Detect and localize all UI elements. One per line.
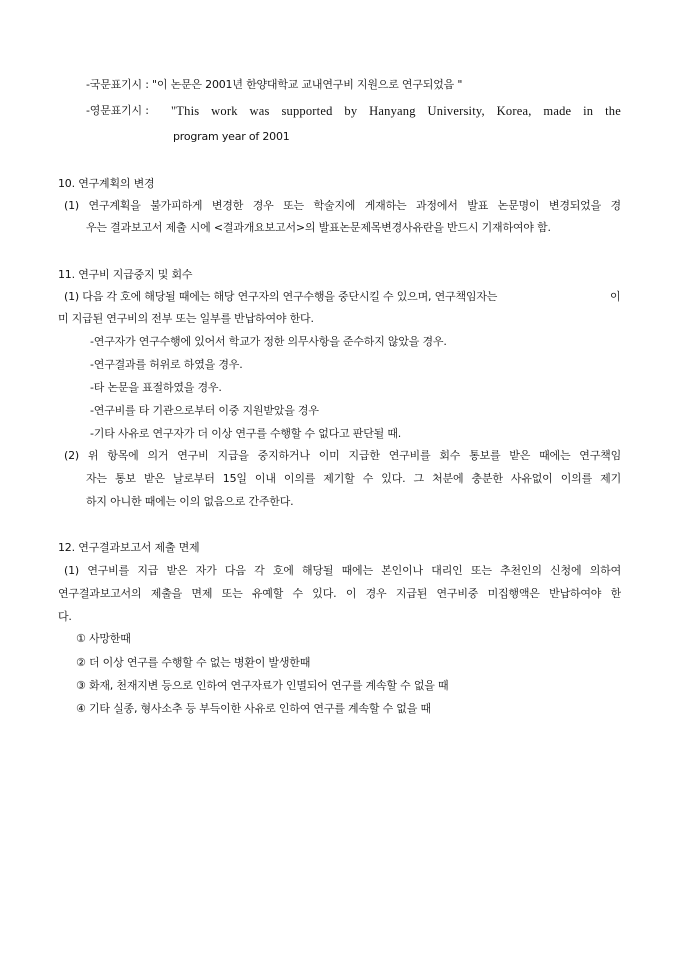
- english-acknowledgement-line1: "This work was supported by Hanyang University, Korea, made in the: [171, 104, 621, 118]
- section-10-heading: 10. 연구계획의 변경: [58, 177, 155, 190]
- english-acknowledgement-label: -영문표기시 :: [86, 104, 149, 117]
- english-acknowledgement-line2: program year of 2001: [173, 130, 290, 143]
- section-12-heading: 12. 연구결과보고서 제출 면제: [58, 541, 200, 554]
- section-11-item2-line3: 하지 아니한 때에는 이의 없음으로 간주한다.: [86, 495, 294, 508]
- section-10-item1-line1: (1) 연구계획을 불가피하게 변경한 경우 또는 학술지에 게재하는 과정에서 발표 논문명이 변경되었을 경: [64, 199, 621, 212]
- section-11-bullet: -기타 사유로 연구자가 더 이상 연구를 수행할 수 없다고 판단될 때.: [90, 427, 402, 440]
- section-10-item1-line2: 우는 결과보고서 제출 시에 <결과개요보고서>의 발표논문제목변경사유란을 반드시 기재하여야 함.: [86, 221, 551, 234]
- section-12-item1-line1: (1) 연구비를 지급 받은 자가 다음 각 호에 해당될 때에는 본인이나 대리인 또는 추천인의 신청에 의하여: [64, 564, 621, 577]
- section-11-bullet: -연구자가 연구수행에 있어서 학교가 정한 의무사항을 준수하지 않았을 경우.: [90, 335, 447, 348]
- section-12-item1-line2: 연구결과보고서의 제출을 면제 또는 유예할 수 있다. 이 경우 지급된 연구비중 미집행액은 반납하여야 한: [58, 587, 621, 600]
- section-11-item1-line1-end: 이: [610, 290, 621, 303]
- section-11-bullet: -타 논문을 표절하였을 경우.: [90, 381, 222, 394]
- section-12-case: ③ 화재, 천재지변 등으로 인하여 연구자료가 인멸되어 연구를 계속할 수 없을 때: [76, 679, 449, 692]
- section-11-heading: 11. 연구비 지급중지 및 회수: [58, 268, 193, 281]
- section-12-item1-line3: 다.: [58, 610, 72, 623]
- section-11-bullet: -연구결과를 허위로 하였을 경우.: [90, 358, 243, 371]
- section-11-item2-line2: 자는 통보 받은 날로부터 15일 이내 이의를 제기할 수 있다. 그 처분에 충분한 사유없이 이의를 제기: [86, 472, 621, 485]
- korean-acknowledgement: -국문표기시 : "이 논문은 2001년 한양대학교 교내연구비 지원으로 연구되었음 ": [86, 78, 463, 91]
- section-12-case: ① 사망한때: [76, 632, 131, 645]
- section-11-item1-line2: 미 지급된 연구비의 전부 또는 일부를 반납하여야 한다.: [58, 312, 314, 325]
- section-12-case: ④ 기타 실종, 형사소추 등 부득이한 사유로 인하여 연구를 계속할 수 없을 때: [76, 702, 431, 715]
- section-11-item2-line1: (2) 위 항목에 의거 연구비 지급을 중지하거나 이미 지급한 연구비를 회수 통보를 받은 때에는 연구책임: [64, 449, 621, 462]
- section-12-case: ② 더 이상 연구를 수행할 수 없는 병환이 발생한때: [76, 656, 311, 669]
- section-11-item1-line1: (1) 다음 각 호에 해당될 때에는 해당 연구자의 연구수행을 중단시킬 수 있으며, 연구책임자는: [64, 290, 498, 303]
- section-11-bullet: -연구비를 타 기관으로부터 이중 지원받았을 경우: [90, 404, 319, 417]
